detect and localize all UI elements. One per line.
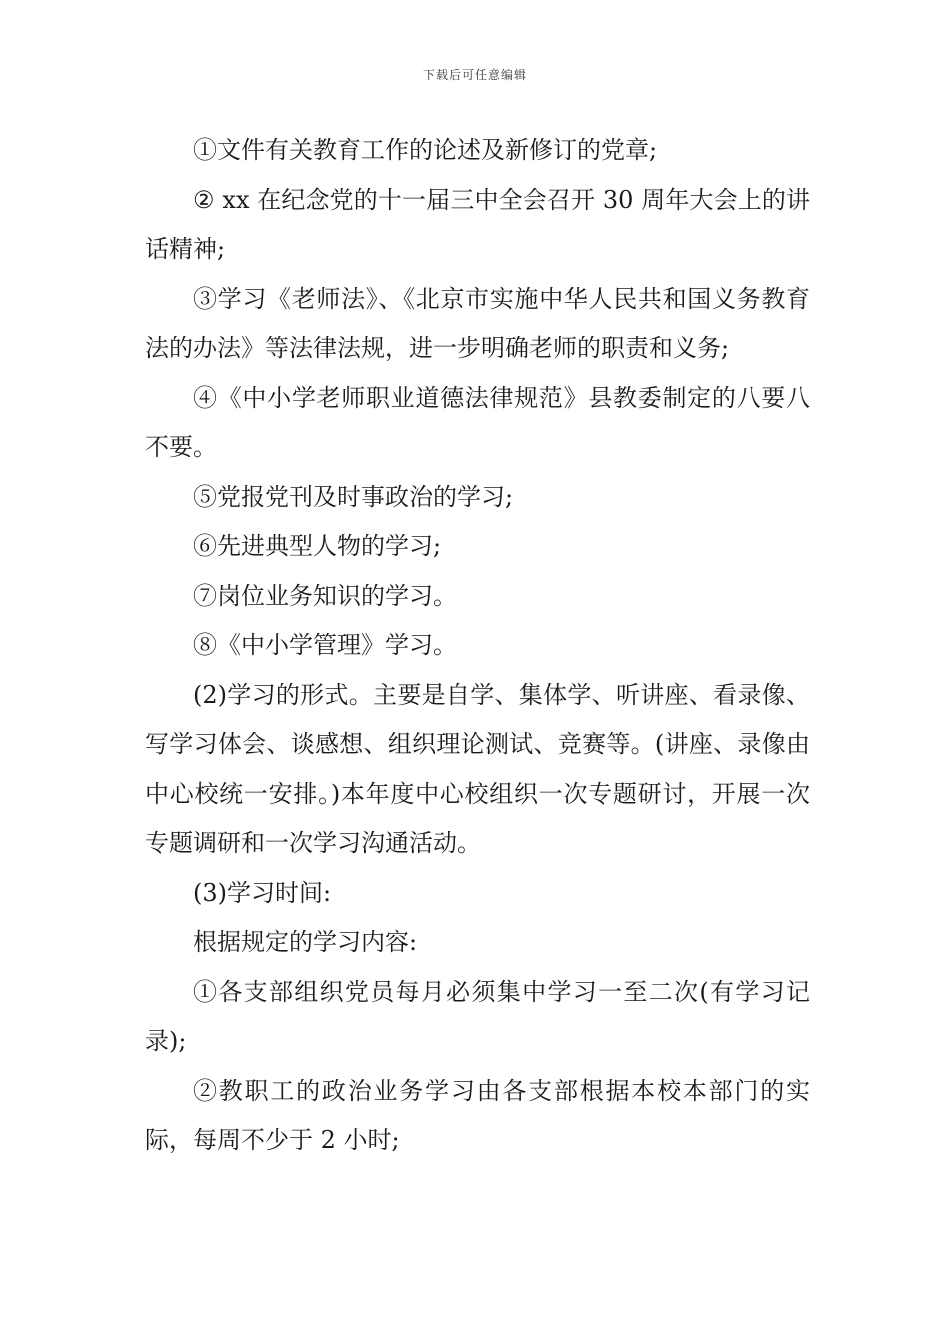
document-body [145,126,810,1166]
paragraph-time-rule-2: ②教职工的政治业务学习由各支部根据本校本部门的实际，每周不少于 2 小时; [145,1076,810,1154]
page-header: 下载后可任意编辑 [422,68,527,82]
paragraph-item-8: ⑧《中小学管理》学习。 [193,631,457,659]
paragraph-content-basis: 根据规定的学习内容: [193,928,418,956]
paragraph-time-rule-1: ①各支部组织党员每月必须集中学习一至二次(有学习记录); [145,977,810,1055]
paragraph-learning-time: (3)学习时间: [193,878,332,907]
paragraph-item-1: ①文件有关教育工作的论述及新修订的党章; [193,136,658,164]
paragraph-item-2: ② xx 在纪念党的十一届三中全会召开 30 周年大会上的讲话精神; [145,185,810,263]
paragraph-item-3: ③学习《老师法》、《北京市实施中华人民共和国义务教育法的办法》等法律法规，进一步明确老师的职责和义务; [145,284,810,362]
paragraph-learning-form: (2)学习的形式。主要是自学、集体学、听讲座、看录像、写学习体会、谈感想、组织理论测试、竞赛等。(讲座、录像由中心校统一安排。)本年度中心校组织一次专题研讨，开展一次专题调研和一次学习沟通活动。 [145,680,810,857]
paragraph-item-5: ⑤党报党刊及时事政治的学习; [193,482,514,511]
paragraph-item-4: ④《中小学老师职业道德法律规范》县教委制定的八要八不要。 [145,383,810,461]
paragraph-item-7: ⑦岗位业务知识的学习。 [193,581,457,610]
paragraph-item-6: ⑥先进典型人物的学习; [193,532,442,560]
